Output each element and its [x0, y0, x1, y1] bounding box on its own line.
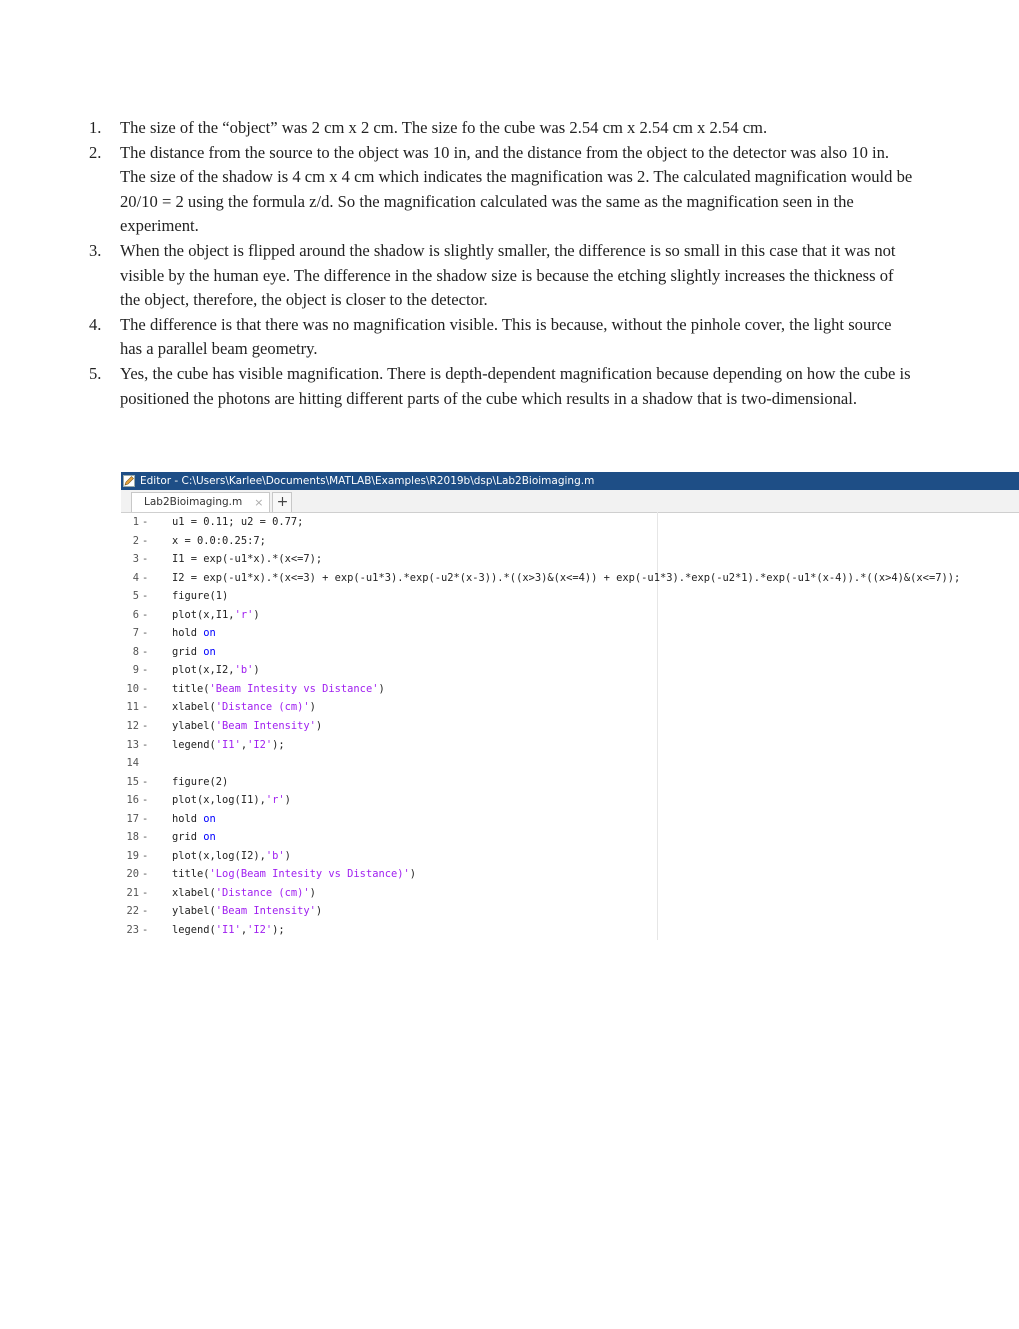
code-text[interactable]: hold on: [172, 627, 216, 640]
code-line[interactable]: [121, 902, 1019, 921]
code-text[interactable]: ylabel('Beam Intensity'): [172, 720, 323, 733]
answer-number: 5.: [89, 363, 102, 383]
breakpoint-marker[interactable]: -: [142, 553, 149, 566]
file-tab[interactable]: [131, 492, 270, 512]
line-number: 7: [132, 627, 139, 640]
answer-text: The difference is that there was no magnification visible. This is because, without the pinhole cover, the light source has a parallel beam geometry.: [120, 314, 892, 359]
code-line[interactable]: [121, 828, 1019, 847]
code-line[interactable]: [121, 773, 1019, 792]
answer-number: 3.: [89, 240, 102, 260]
code-line[interactable]: [121, 865, 1019, 884]
editor-titlebar: [121, 472, 1019, 490]
line-number: 14: [126, 757, 139, 770]
file-tab-label: Lab2Bioimaging.m: [144, 496, 243, 508]
line-number: 15: [126, 775, 139, 788]
code-text[interactable]: xlabel('Distance (cm)'): [172, 701, 316, 714]
code-text[interactable]: title('Beam Intesity vs Distance'): [172, 682, 385, 695]
code-text[interactable]: xlabel('Distance (cm)'): [172, 886, 316, 899]
code-area[interactable]: [121, 513, 1019, 940]
code-line[interactable]: [121, 569, 1019, 588]
breakpoint-marker[interactable]: -: [142, 682, 149, 695]
code-text[interactable]: legend('I1','I2');: [172, 738, 285, 751]
code-text[interactable]: figure(2): [172, 775, 229, 788]
breakpoint-marker[interactable]: -: [142, 924, 149, 937]
code-line[interactable]: [121, 921, 1019, 940]
answer-item: [86, 362, 916, 411]
breakpoint-marker[interactable]: -: [142, 905, 149, 918]
answer-item: [86, 313, 916, 362]
line-number: 2: [132, 534, 139, 547]
line-number: 20: [126, 868, 139, 881]
line-number: 11: [126, 701, 139, 714]
line-number: 1: [132, 516, 139, 528]
breakpoint-marker[interactable]: -: [142, 886, 149, 899]
code-text[interactable]: ylabel('Beam Intensity'): [172, 905, 323, 918]
code-line[interactable]: [121, 754, 1019, 773]
code-text[interactable]: plot(x,log(I1),'r'): [172, 794, 291, 807]
line-number: 3: [132, 553, 139, 566]
answer-text: Yes, the cube has visible magnification. There is depth-dependent magnification because depending on how the cube is positioned the photons are hitting different parts of the cube which results in a shadow that is two-dimensional.: [120, 363, 911, 408]
code-line[interactable]: [121, 624, 1019, 643]
code-text[interactable]: I2 = exp(-u1*x).*(x<=3) + exp(-u1*3).*exp(-u2*(x-3)).*((x>3)&(x<=4)) + exp(-u1*3).*exp(-u2*1).*exp(-u1*(x-4)).*((x>4)&(x<=7));: [172, 571, 961, 584]
line-number: 21: [126, 886, 139, 899]
code-text[interactable]: plot(x,I2,'b'): [172, 664, 260, 677]
breakpoint-marker[interactable]: -: [142, 701, 149, 714]
editor-tabbar: [121, 490, 1019, 513]
answer-number: 1.: [89, 118, 102, 137]
answer-item: [86, 116, 916, 141]
code-text[interactable]: title('Log(Beam Intesity vs Distance)'): [172, 868, 416, 881]
code-text[interactable]: figure(1): [172, 590, 229, 603]
answer-number: 2.: [89, 142, 102, 162]
line-number: 17: [126, 812, 139, 825]
code-line[interactable]: [121, 717, 1019, 736]
code-text[interactable]: x = 0.0:0.25:7;: [172, 534, 266, 547]
breakpoint-marker[interactable]: -: [142, 608, 149, 621]
answer-text: When the object is flipped around the shadow is slightly smaller, the difference is so small in this case that it was not visible by the human eye. The difference in the shadow size is because the etching slightly increases the thickness of the object, therefore, the object is closer to the detector.: [120, 240, 896, 310]
code-text[interactable]: u1 = 0.11; u2 = 0.77;: [172, 516, 304, 528]
line-number: 4: [132, 571, 139, 584]
breakpoint-marker[interactable]: -: [142, 516, 149, 528]
breakpoint-marker[interactable]: -: [142, 720, 149, 733]
code-text[interactable]: hold on: [172, 812, 216, 825]
line-number: 8: [132, 645, 139, 658]
line-number: 23: [126, 924, 139, 937]
breakpoint-marker[interactable]: -: [142, 794, 149, 807]
code-line[interactable]: [121, 643, 1019, 662]
answer-list: [86, 116, 916, 411]
new-tab-button[interactable]: +: [272, 492, 292, 512]
breakpoint-marker[interactable]: -: [142, 645, 149, 658]
breakpoint-marker[interactable]: -: [142, 775, 149, 788]
code-line[interactable]: [121, 791, 1019, 810]
line-number: 22: [126, 905, 139, 918]
breakpoint-marker[interactable]: -: [142, 571, 149, 584]
code-line[interactable]: [121, 606, 1019, 625]
matlab-editor-screenshot: [121, 472, 1019, 940]
line-number: 16: [126, 794, 139, 807]
code-text[interactable]: legend('I1','I2');: [172, 924, 285, 937]
breakpoint-marker[interactable]: -: [142, 868, 149, 881]
code-line[interactable]: [121, 587, 1019, 606]
code-line[interactable]: [121, 736, 1019, 755]
editor-title: Editor - C:\Users\Karlee\Documents\MATLAB\Examples\R2019b\dsp\Lab2Bioimaging.m: [140, 475, 595, 487]
code-line[interactable]: [121, 680, 1019, 699]
answer-item: [86, 141, 916, 239]
code-line[interactable]: [121, 532, 1019, 551]
line-number: 18: [126, 831, 139, 844]
line-number: 10: [126, 682, 139, 695]
breakpoint-marker[interactable]: -: [142, 664, 149, 677]
code-line[interactable]: [121, 513, 1019, 532]
code-text[interactable]: plot(x,log(I2),'b'): [172, 849, 291, 862]
tab-close-icon[interactable]: ×: [254, 496, 264, 509]
line-number: 9: [132, 664, 139, 677]
answer-text: The distance from the source to the object was 10 in, and the distance from the object to the detector was also 10 in. The size of the shadow is 4 cm x 4 cm which indicates the magnification was 2. The calculated magnification would be 20/10 = 2 using the formula z/d. So the magnification calculated was the same as the magnification seen in the experiment.: [120, 142, 913, 236]
breakpoint-marker[interactable]: -: [142, 534, 149, 547]
breakpoint-marker[interactable]: -: [142, 849, 149, 862]
line-number: 19: [126, 849, 139, 862]
line-number: 12: [126, 720, 139, 733]
line-number: 5: [132, 590, 139, 603]
answer-number: 4.: [89, 314, 102, 334]
code-line[interactable]: [121, 810, 1019, 829]
breakpoint-marker[interactable]: -: [142, 812, 149, 825]
code-text[interactable]: grid on: [172, 645, 216, 658]
code-text[interactable]: plot(x,I1,'r'): [172, 608, 260, 621]
answer-item: [86, 239, 916, 313]
code-line[interactable]: [121, 661, 1019, 680]
line-number: 13: [126, 738, 139, 751]
code-line[interactable]: [121, 884, 1019, 903]
breakpoint-marker[interactable]: -: [142, 627, 149, 640]
code-line[interactable]: [121, 698, 1019, 717]
code-text[interactable]: I1 = exp(-u1*x).*(x<=7);: [172, 553, 323, 566]
editor-pencil-icon: [123, 475, 135, 487]
breakpoint-marker[interactable]: -: [142, 738, 149, 751]
breakpoint-marker[interactable]: -: [142, 831, 149, 844]
code-line[interactable]: [121, 550, 1019, 569]
line-number: 6: [132, 608, 139, 621]
breakpoint-marker[interactable]: -: [142, 590, 149, 603]
code-text[interactable]: grid on: [172, 831, 216, 844]
code-line[interactable]: [121, 847, 1019, 866]
answer-text: The size of the “object” was 2 cm x 2 cm. The size fo the cube was 2.54 cm x 2.54 cm x 2.54 cm.: [120, 118, 768, 137]
